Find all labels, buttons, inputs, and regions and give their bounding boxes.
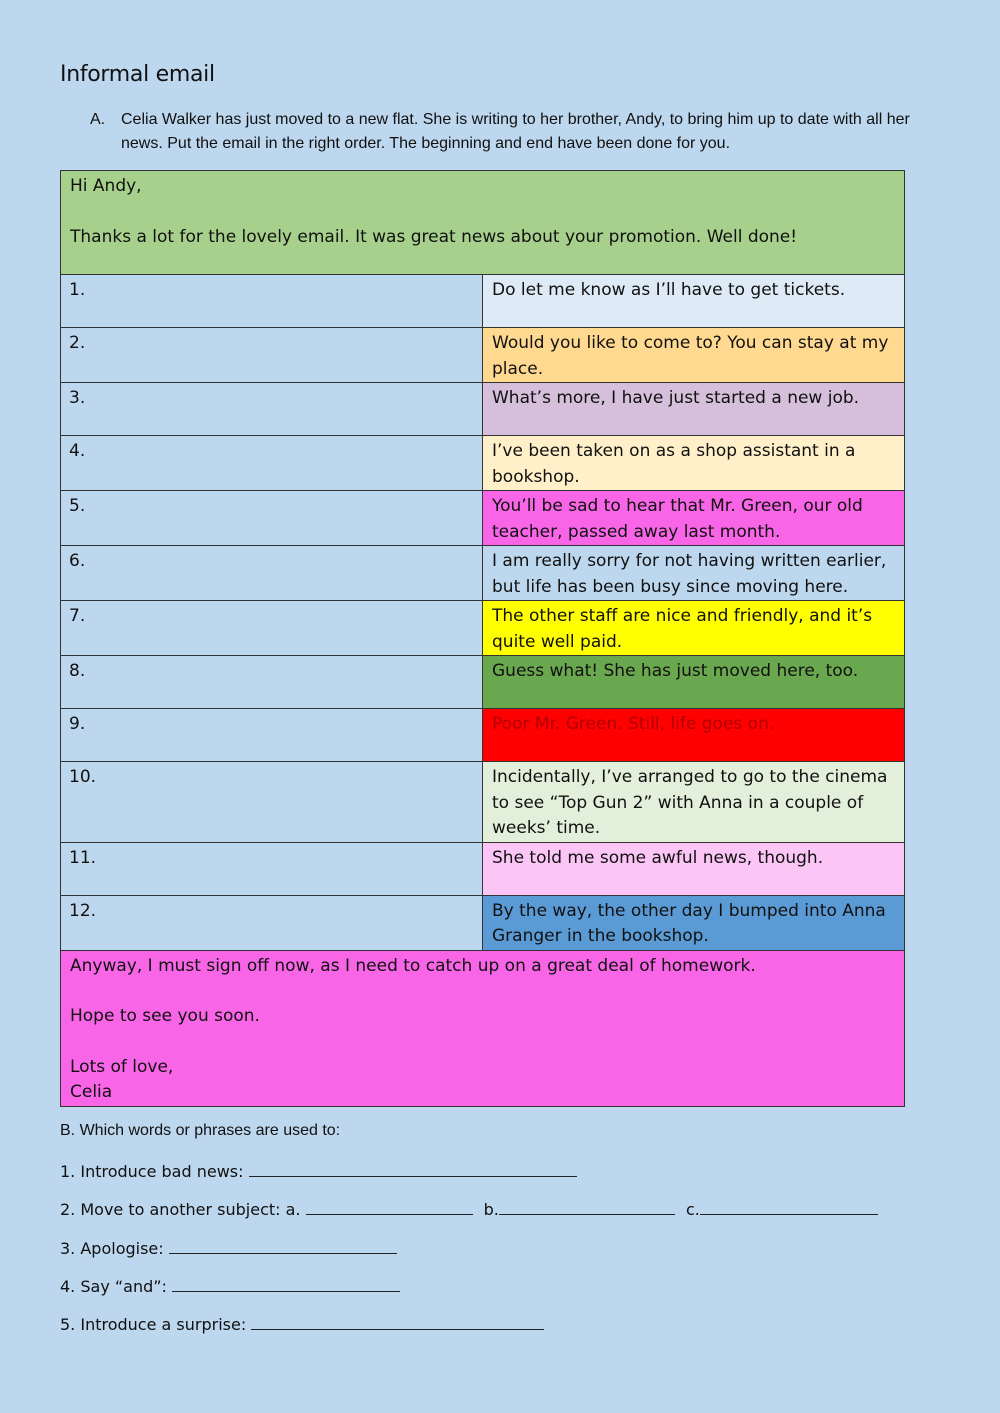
question-5-label: 5. Introduce a surprise: [60,1315,247,1334]
row-sentence: Poor Mr. Green. Still, life goes on. [483,709,905,762]
question-2-label: 2. Move to another subject: a. [60,1200,301,1219]
answer-5-blank[interactable] [251,1312,544,1330]
row-number[interactable]: 5. [61,491,483,546]
row-sentence: Would you like to come to? You can stay at my place. [483,328,905,383]
question-5 [60,1312,544,1334]
answer-3-blank[interactable] [169,1236,397,1254]
email-opening-line: Thanks a lot for the lovely email. It was great news about your promotion. Well done! [70,226,798,247]
row-number[interactable]: 11. [61,842,483,895]
section-b-heading: B. Which words or phrases are used to: [60,1122,341,1139]
page-title: Informal email [60,62,215,87]
row-sentence: You’ll be sad to hear that Mr. Green, our old teacher, passed away last month. [483,491,905,546]
email-start-cell [61,171,905,275]
row-number[interactable]: 12. [61,895,483,950]
email-row [61,656,905,709]
row-sentence: By the way, the other day I bumped into Anna Granger in the bookshop. [483,895,905,950]
row-sentence: Incidentally, I’ve arranged to go to the cinema to see “Top Gun 2” with Anna in a couple of weeks’ time. [483,762,905,843]
question-1-label: 1. Introduce bad news: [60,1162,244,1181]
answer-1-blank[interactable] [249,1159,577,1177]
row-sentence: What’s more, I have just started a new job. [483,383,905,436]
question-3 [60,1236,397,1258]
email-end-cell [61,950,905,1106]
answer-2c-blank[interactable] [700,1197,878,1215]
row-sentence: She told me some awful news, though. [483,842,905,895]
row-number[interactable]: 6. [61,546,483,601]
email-row [61,895,905,950]
email-row [61,491,905,546]
email-row [61,546,905,601]
row-number[interactable]: 3. [61,383,483,436]
row-number[interactable]: 8. [61,656,483,709]
email-row [61,436,905,491]
email-row [61,328,905,383]
row-number[interactable]: 9. [61,709,483,762]
answer-2b-blank[interactable] [499,1197,675,1215]
email-greeting: Hi Andy, [70,176,142,196]
question-4 [60,1274,400,1296]
row-number[interactable]: 2. [61,328,483,383]
email-end-line-2: Hope to see you soon. [70,1006,260,1026]
email-row [61,709,905,762]
answer-4-blank[interactable] [172,1274,400,1292]
question-4-label: 4. Say “and”: [60,1277,167,1296]
email-row [61,842,905,895]
row-sentence: Guess what! She has just moved here, too. [483,656,905,709]
email-row [61,275,905,328]
row-sentence: The other staff are nice and friendly, and it’s quite well paid. [483,601,905,656]
instructions-letter: A. [90,111,106,128]
question-2 [60,1197,878,1219]
email-table [60,170,905,1107]
email-row [61,601,905,656]
row-number[interactable]: 10. [61,762,483,843]
instructions-text: Celia Walker has just moved to a new flat. She is writing to her brother, Andy, to bring him up to date with all her news. Put the email in the right order. The beginning and end have been done for you. [121,111,910,152]
question-2b-label: b. [483,1200,499,1219]
question-3-label: 3. Apologise: [60,1239,164,1258]
row-number[interactable]: 7. [61,601,483,656]
email-row [61,383,905,436]
row-number[interactable]: 4. [61,436,483,491]
email-signature: Celia [70,1082,113,1102]
instructions [90,108,930,156]
email-end-line-3: Lots of love, [70,1056,174,1077]
answer-2a-blank[interactable] [306,1197,473,1215]
row-sentence: Do let me know as I’ll have to get tickets. [483,275,905,328]
question-1 [60,1159,577,1181]
question-2c-label: c. [685,1200,700,1219]
email-row [61,762,905,843]
email-end-line-1: Anyway, I must sign off now, as I need to catch up on a great deal of homework. [70,955,756,976]
row-sentence: I’ve been taken on as a shop assistant in a bookshop. [483,436,905,491]
row-sentence: I am really sorry for not having written earlier, but life has been busy since moving here. [483,546,905,601]
row-number[interactable]: 1. [61,275,483,328]
email-rows [61,275,905,951]
